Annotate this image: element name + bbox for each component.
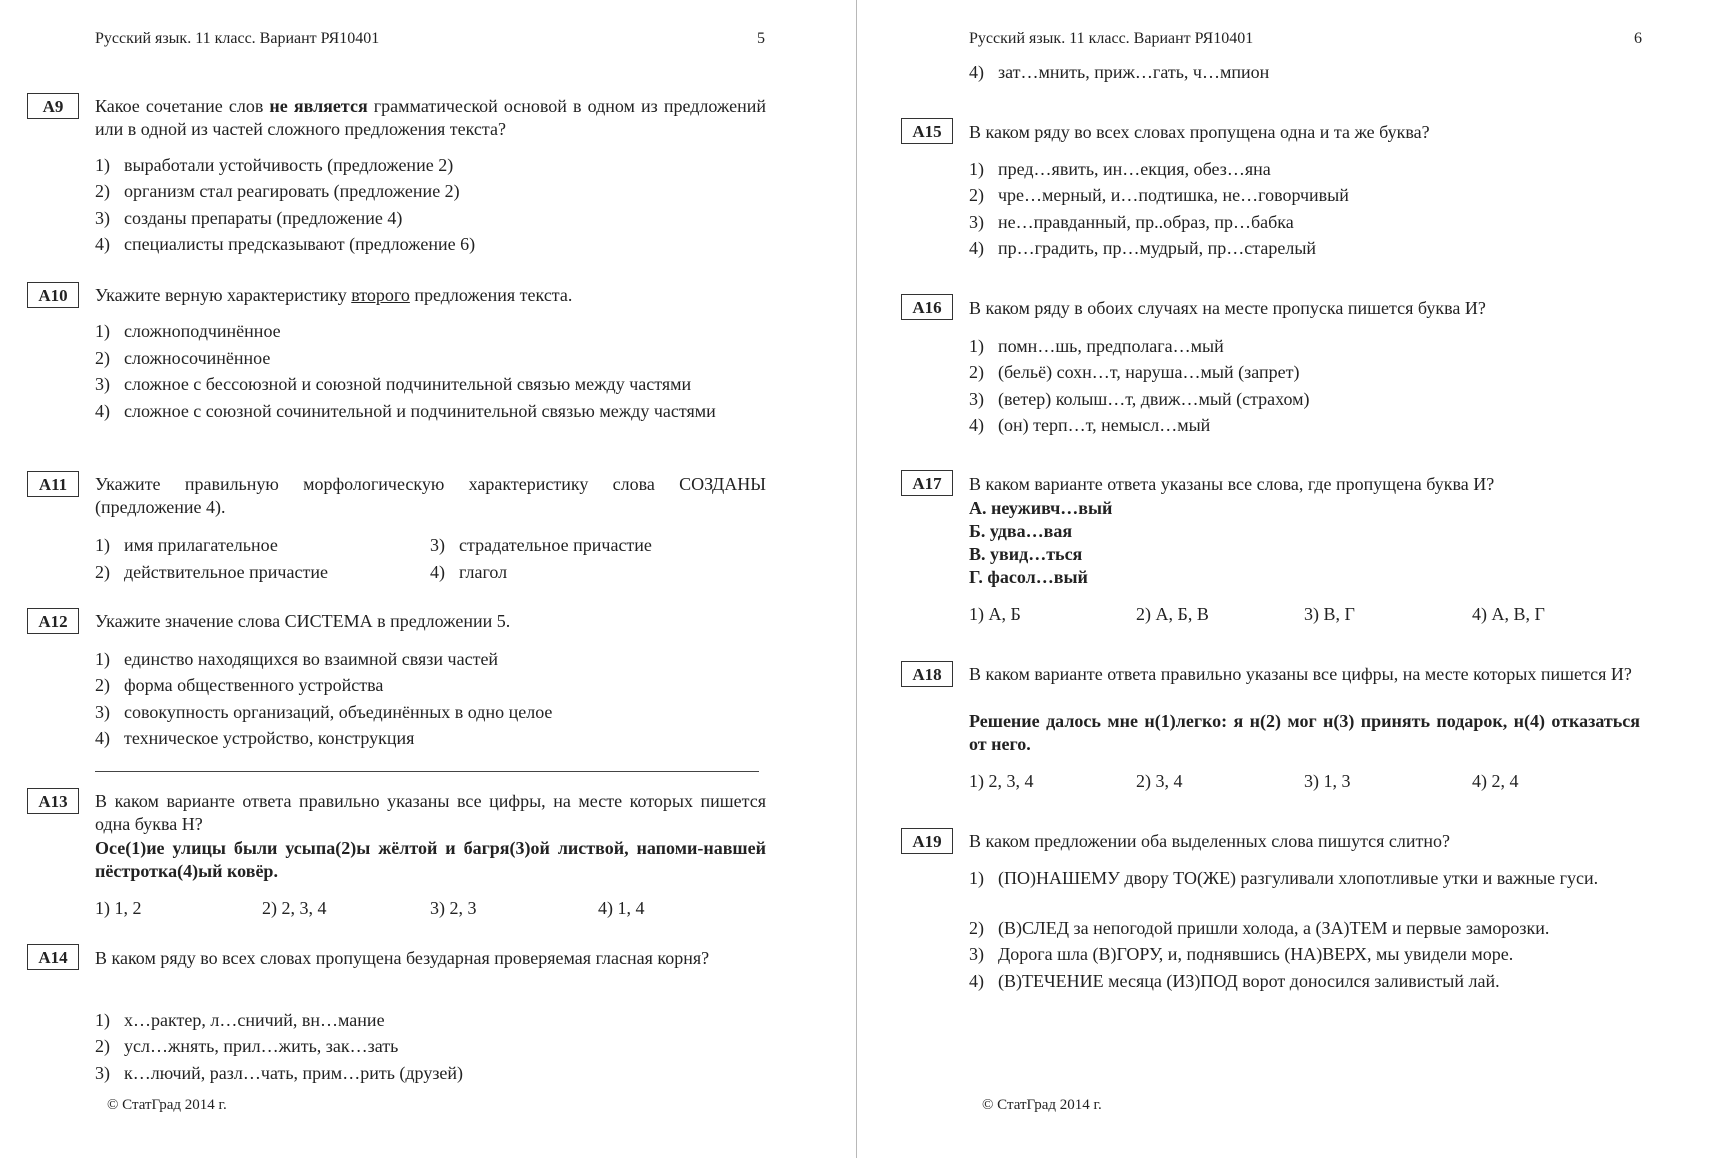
option-a13-2: 2) 2, 3, 4: [262, 898, 327, 918]
option-a18-2: 2) 3, 4: [1136, 771, 1183, 791]
question-stem-a14: В каком ряду во всех словах пропущена безударная проверяемая гласная корня?: [95, 948, 710, 968]
option-a19-1: 1) (ПО)НАШЕМУ двору ТО(ЖЕ) разгуливали хлопотливые утки и важные гуси.: [969, 868, 1599, 888]
option-a18-1: 1) 2, 3, 4: [969, 771, 1034, 791]
page-left: Русский язык. 11 класс. Вариант РЯ10401 5 А9 Какое сочетание слов не является грамматической основой в одном из предложений или в одной из частей сложного предложения текста? 1) выработали устойчивость (предложение 2) 2) организм стал реагировать (предложение 2) 3) созданы препараты (предложение 4) 4) специалисты предсказывают (предложение 6) А10 Укажите верную характеристику второго предложения текста. 1) сложноподчинённое 2) сложносочинённое 3) сложное с бессоюзной и союзной подчинительной связью между частями 4) сложное с союзной сочинительной и подчинительной связью между частями А11 Укажите правильную морфологическую характеристику слова СОЗДАНЫ (предложение 4). 1) имя прилагательное 3) страдательное причастие 2) действительное причастие 4) глагол А12 Укажите значение слова СИСТЕМА в предложении 5. 1) единство находящихся во взаимной связи частей 2) форма общественного устройства 3) совокупность организаций, объединённых в одно целое 4) техническое устройство, конструкция А13 В каком варианте ответа правильно указаны все цифры, на месте которых пишется одна буква Н? Осе(1)ие улицы были усыпа(2)ы жёлтой и багря(3)ой листвой, напоми-навшей пёстротка(4)ый ковёр. 1) 1, 2 2) 2, 3, 4 3) 2, 3 4) 1, 4 А14 В каком ряду во всех словах пропущена безударная проверяемая гласная корня? 1) х…рактер, л…сничий, вн…мание 2) усл…жнять, прил…жить, зак…зать 3) к…лючий, разл…чать, прим…рить (друзей) © СтатГрад 2014 г.: [0, 0, 856, 1158]
question-label-a19: А19: [901, 828, 953, 854]
question-stem-a12: Укажите значение слова СИСТЕМА в предложении 5.: [95, 611, 511, 631]
question-text-a13: Осе(1)ие улицы были усыпа(2)ы жёлтой и багря(3)ой листвой, напоми-навшей пёстротка(4)ый ковёр.: [95, 838, 766, 881]
question-stem-a19: В каком предложении оба выделенных слова пишутся слитно?: [969, 831, 1451, 851]
option-a17-2: 2) А, Б, В: [1136, 604, 1209, 624]
page-number: 6: [1634, 30, 1642, 47]
word-a17-c: В. увид…ться: [969, 544, 1083, 564]
option-a17-1: 1) А, Б: [969, 604, 1021, 624]
option-a13-3: 3) 2, 3: [430, 898, 477, 918]
question-stem-a9: Какое сочетание слов не является грамматической основой в одном из предложений или в одной из частей сложного предложения текста?: [95, 96, 766, 139]
option-a17-3: 3) В, Г: [1304, 604, 1355, 624]
word-a17-d: Г. фасол…вый: [969, 567, 1088, 587]
word-a17-b: Б. удва…вая: [969, 521, 1073, 541]
page-number: 5: [757, 30, 765, 47]
option-a18-4: 4) 2, 4: [1472, 771, 1519, 791]
option-a13-4: 4) 1, 4: [598, 898, 645, 918]
page-right: Русский язык. 11 класс. Вариант РЯ10401 6 4) зат…мнить, приж…гать, ч…мпион А15 В каком ряду во всех словах пропущена одна и та же буква? 1) пред…явить, ин…екция, обез…яна 2) чре…мерный, и…подтишка, не…говорчивый 3) не…правданный, пр..образ, пр…бабка 4) пр…градить, пр…мудрый, пр…старелый А16 В каком ряду в обоих случаях на месте пропуска пишется буква И? 1) помн…шь, предполага…мый 2) (бельё) сохн…т, наруша…мый (запрет) 3) (ветер) колыш…т, движ…мый (страхом) 4) (он) терп…т, немысл…мый А17 В каком варианте ответа указаны все слова, где пропущена буква И? А. неуживч…вый Б. удва…вая В. увид…ться Г. фасол…вый 1) А, Б 2) А, Б, В 3) В, Г 4) А, В, Г А18 В каком варианте ответа правильно указаны все цифры, на месте которых пишется И? Решение далось мне н(1)легко: я н(2) мог н(3) принять подарок, н(4) отказаться от него. 1) 2, 3, 4 2) 3, 4 3) 1, 3 4) 2, 4 А19 В каком предложении оба выделенных слова пишутся слитно? 1) (ПО)НАШЕМУ двору ТО(ЖЕ) разгуливали хлопотливые утки и важные гуси. 2) (В)СЛЕД за непогодой пришли холода, а (ЗА)ТЕМ и первые заморозки. 3) Дорога шла (В)ГОРУ, и, поднявшись (НА)ВЕРХ, мы увидели море. 4) (В)ТЕЧЕНИЕ месяца (ИЗ)ПОД ворот доносился заливистый лай. © СтатГрад 2014 г.: [857, 0, 1714, 1158]
question-stem-a18: В каком варианте ответа правильно указаны все цифры, на месте которых пишется И?: [969, 664, 1632, 684]
option-a17-4: 4) А, В, Г: [1472, 604, 1545, 624]
question-stem-a15: В каком ряду во всех словах пропущена одна и та же буква?: [969, 122, 1430, 142]
option-a18-3: 3) 1, 3: [1304, 771, 1351, 791]
question-label-a15: А15: [901, 118, 953, 144]
question-text-a18: Решение далось мне н(1)легко: я н(2) мог н(3) принять подарок, н(4) отказаться от него.: [969, 711, 1640, 754]
question-stem-a10: Укажите верную характеристику второго предложения текста.: [95, 285, 573, 305]
question-label-a13: А13: [27, 788, 79, 814]
question-label-a14: А14: [27, 944, 79, 970]
question-stem-a16: В каком ряду в обоих случаях на месте пропуска пишется буква И?: [969, 298, 1486, 318]
question-stem-a11: Укажите правильную морфологическую характеристику слова СОЗДАНЫ (предложение 4).: [95, 474, 766, 517]
question-label-a11: А11: [27, 471, 79, 497]
question-label-a16: А16: [901, 294, 953, 320]
word-a17-a: А. неуживч…вый: [969, 498, 1113, 518]
question-stem-a13: В каком варианте ответа правильно указаны все цифры, на месте которых пишется одна буква Н?: [95, 791, 766, 834]
option-a13-1: 1) 1, 2: [95, 898, 142, 918]
option-a10-4: 4) сложное с союзной сочинительной и подчинительной связью между частями: [95, 401, 716, 421]
page-footer: © СтатГрад 2014 г.: [982, 1097, 1102, 1113]
question-label-a12: А12: [27, 608, 79, 634]
question-label-a9: А9: [27, 93, 79, 119]
question-label-a10: А10: [27, 282, 79, 308]
question-stem-a17: В каком варианте ответа указаны все слова, где пропущена буква И?: [969, 474, 1495, 494]
page-header: Русский язык. 11 класс. Вариант РЯ10401: [95, 30, 380, 47]
separator-line: [95, 771, 759, 772]
page-footer: © СтатГрад 2014 г.: [107, 1097, 227, 1113]
page-header: Русский язык. 11 класс. Вариант РЯ10401: [969, 30, 1254, 47]
question-label-a18: А18: [901, 661, 953, 687]
question-label-a17: А17: [901, 470, 953, 496]
